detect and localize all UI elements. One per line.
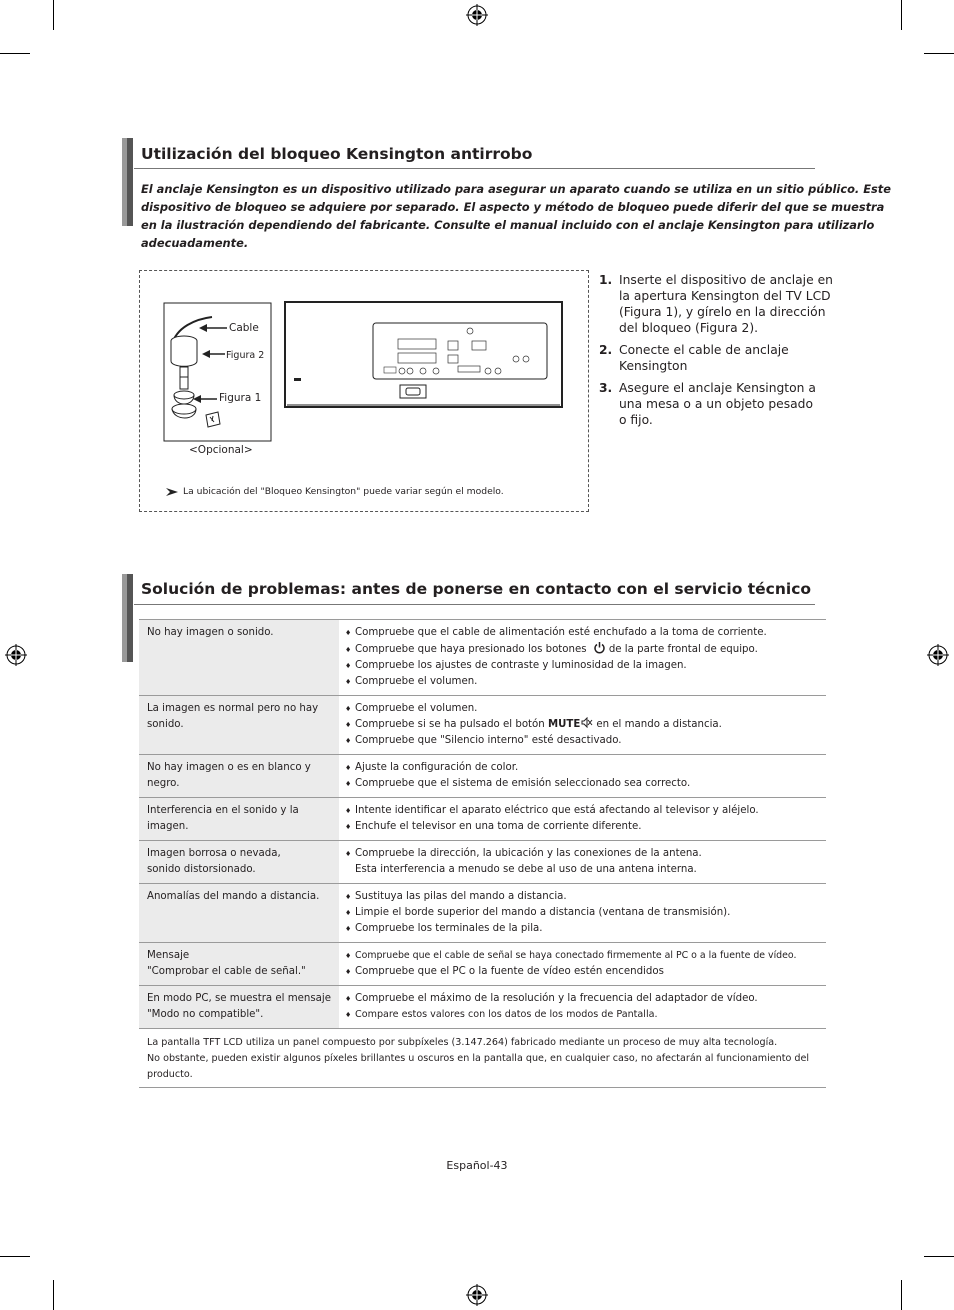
solution-item: ♦ Compruebe que el cable de señal se haya conectado firmemente al PC o a la fuente de vídeo. [345,950,797,961]
registration-mark-icon [466,4,488,26]
registration-mark-icon [927,644,949,666]
lock-body-icon [171,341,197,366]
solution-text: Compare estos valores con los datos de los modos de Pantalla. [355,1009,658,1020]
problem-cell [139,755,339,798]
problem-cell [139,986,339,1029]
solution-item: ♦ Compruebe los ajustes de contraste y luminosidad de la imagen. [345,660,687,671]
section-marker-bar [122,574,133,662]
problem-cell [139,696,339,755]
solution-item: ♦ Compare estos valores con los datos de los modos de Pantalla. [345,1009,658,1020]
table-note-row [139,1029,826,1088]
table-row [139,943,826,986]
solution-item: ♦ Compruebe que "Silencio interno" esté desactivado. [345,735,622,746]
step-line: una mesa o a un objeto pesado [619,397,814,411]
solution-cell [339,620,826,696]
solution-item: ♦ Compruebe el volumen. [345,676,478,687]
problem-text: "Comprobar el cable de señal." [147,966,306,977]
step-item [599,272,833,336]
solution-cell [339,798,826,841]
problem-cell [139,884,339,943]
solution-text: Esta interferencia a menudo se debe al uso de una antena interna. [355,864,697,875]
step-line: o fijo. [619,413,653,427]
note-line: La pantalla TFT LCD utiliza un panel compuesto por subpíxeles (3.147.264) fabricado mediante un proceso de muy alta tecnología. [147,1037,778,1048]
solution-text: en el mando a distancia. [596,719,722,730]
kensington-steps [599,272,833,434]
problem-text: negro. [147,778,180,789]
solution-item: ♦ Compruebe el máximo de la resolución y la frecuencia del adaptador de vídeo. [345,993,758,1004]
solution-item [345,862,820,878]
solution-item: ♦ Compruebe si se ha pulsado el botón MUTE en el mando a distancia. [345,719,722,730]
solution-text: Compruebe si se ha pulsado el botón [355,719,545,730]
intro-line: El anclaje Kensington es un dispositivo utilizado para asegurar un aparato cuando se utiliza en un sitio público. Este [141,182,891,196]
kensington-logo-icon [206,412,220,427]
registration-mark-icon [5,644,27,666]
power-icon [593,641,606,654]
step-line: Asegure el anclaje Kensington a [619,381,816,395]
problem-text: Mensaje [147,950,190,961]
solution-cell [339,986,826,1029]
solution-text: Compruebe que el sistema de emisión seleccionado sea correcto. [355,778,691,789]
crop-mark [901,1280,902,1310]
solution-text: Intente identificar el aparato eléctrico que está afectando al televisor y aléjelo. [355,805,759,816]
crop-mark [901,0,902,30]
problem-text: La imagen es normal pero no hay [147,703,319,714]
step-line: Conecte el cable de anclaje [619,343,789,357]
intro-line: adecuadamente. [141,236,249,250]
solution-item: ♦ Sustituya las pilas del mando a distancia. [345,891,567,902]
step-item [599,380,821,428]
solution-cell [339,841,826,884]
solution-item: ♦ Compruebe la dirección, la ubicación y las conexiones de la antena. [345,848,702,859]
solution-cell [339,755,826,798]
kensington-figure-box [139,270,589,512]
table-row [139,841,826,884]
crop-mark [53,0,54,30]
solution-text: Compruebe los ajustes de contraste y luminosidad de la imagen. [355,660,687,671]
solution-text: Enchufe el televisor en una toma de corriente diferente. [355,821,642,832]
table-row [139,696,826,755]
solution-item: ♦ Intente identificar el aparato eléctrico que está afectando al televisor y aléjelo. [345,805,759,816]
problem-cell [139,943,339,986]
problem-text: Anomalías del mando a distancia. [147,891,320,902]
step-number: 3. [599,381,613,395]
problem-text: imagen. [147,821,189,832]
intro-line: en la ilustración dependiendo del fabricante. Consulte el manual incluido con el anclaje Kensington para utilizarlo [141,218,875,232]
solution-cell [339,943,826,986]
problem-text: Interferencia en el sonido y la [147,805,299,816]
note-line: No obstante, pueden existir algunos píxeles brillantes u oscuros en la pantalla que, en cualquier caso, no afectarán al funcionamiento del [147,1053,810,1064]
step-line: Kensington [619,359,688,373]
solution-text: de la parte frontal de equipo. [608,644,758,655]
section-intro [141,180,891,252]
label-cable: Cable [229,322,259,334]
section-title-troubleshooting: Solución de problemas: antes de ponerse en contacto con el servicio técnico [141,580,812,598]
solution-text: Compruebe que el PC o la fuente de vídeo estén encendidos [355,966,664,977]
table-row [139,798,826,841]
registration-mark-icon [466,1284,488,1306]
kensington-illustration [140,271,588,511]
crop-mark [924,1256,954,1257]
mute-icon [581,717,593,728]
note-cell [139,1029,826,1088]
solution-item: ♦ Limpie el borde superior del mando a distancia (ventana de transmisión). [345,907,731,918]
solution-text: Limpie el borde superior del mando a distancia (ventana de transmisión). [355,907,731,918]
note-line: producto. [147,1069,193,1080]
solution-item: ♦ Enchufe el televisor en una toma de corriente diferente. [345,821,642,832]
problem-text: No hay imagen o sonido. [147,627,274,638]
solution-text: Compruebe el máximo de la resolución y la frecuencia del adaptador de vídeo. [355,993,758,1004]
problem-cell [139,841,339,884]
solution-item: ♦ Compruebe el volumen. [345,703,478,714]
label-figura-1: Figura 1 [219,392,262,404]
solution-item: ♦ Compruebe que el cable de alimentación esté enchufado a la toma de corriente. [345,627,767,638]
step-line: Inserte el dispositivo de anclaje en [619,273,833,287]
solution-item: ♦ Compruebe que haya presionado los botones de la parte frontal de equipo. [345,641,820,658]
table-row [139,755,826,798]
problem-text: sonido. [147,719,184,730]
step-line: (Figura 1), y gírelo en la dirección [619,305,826,319]
solution-text: Compruebe que el cable de alimentación esté enchufado a la toma de corriente. [355,627,767,638]
solution-cell [339,884,826,943]
table-row [139,986,826,1029]
figure-note: La ubicación del "Bloqueo Kensington" puede variar según el modelo. [183,486,504,497]
problem-text: En modo PC, se muestra el mensaje [147,993,332,1004]
solution-item: ♦ Compruebe que el PC o la fuente de vídeo estén encendidos [345,966,664,977]
section-title-kensington: Utilización del bloqueo Kensington antirrobo [141,145,533,163]
table-row [139,884,826,943]
section-marker-bar [122,138,133,226]
solution-text: Compruebe que el cable de señal se haya conectado firmemente al PC o a la fuente de vídeo. [355,950,797,961]
table-row [139,620,826,696]
page-number: Español-43 [446,1159,508,1172]
problem-text: No hay imagen o es en blanco y [147,762,311,773]
crop-mark [924,53,954,54]
solution-text: Compruebe que "Silencio interno" esté desactivado. [355,735,622,746]
solution-text: Compruebe la dirección, la ubicación y las conexiones de la antena. [355,848,702,859]
step-item [599,342,821,374]
solution-text: Compruebe que haya presionado los botones [355,644,587,655]
mute-label: MUTE [548,719,581,730]
label-figura-2: Figura 2 [226,350,265,361]
crop-mark [0,53,30,54]
solution-text: Compruebe el volumen. [355,676,478,687]
section-rule [134,604,815,605]
step-line: del bloqueo (Figura 2). [619,321,759,335]
step-line: la apertura Kensington del TV LCD [619,289,831,303]
problem-text: Imagen borrosa o nevada, [147,848,281,859]
intro-line: dispositivo de bloqueo se adquiere por separado. El aspecto y método de bloqueo puede diferir del que se muestra [141,200,885,214]
solution-cell [339,696,826,755]
step-number: 2. [599,343,613,357]
step-number: 1. [599,273,613,287]
solution-item: ♦ Ajuste la configuración de color. [345,762,519,773]
solution-item: ♦ Compruebe los terminales de la pila. [345,923,543,934]
solution-text: Sustituya las pilas del mando a distancia. [355,891,567,902]
note-arrow-icon [166,488,178,496]
section-rule [134,168,815,169]
label-optional: <Opcional> [189,444,253,456]
solution-item: ♦ Compruebe que el sistema de emisión seleccionado sea correcto. [345,778,691,789]
solution-text: Compruebe el volumen. [355,703,478,714]
solution-text: Ajuste la configuración de color. [355,762,519,773]
troubleshooting-table [139,619,826,1088]
solution-text: Compruebe los terminales de la pila. [355,923,543,934]
problem-cell [139,798,339,841]
problem-text: sonido distorsionado. [147,864,256,875]
crop-mark [0,1256,30,1257]
problem-cell [139,620,339,696]
problem-text: "Modo no compatible". [147,1009,264,1020]
crop-mark [53,1280,54,1310]
